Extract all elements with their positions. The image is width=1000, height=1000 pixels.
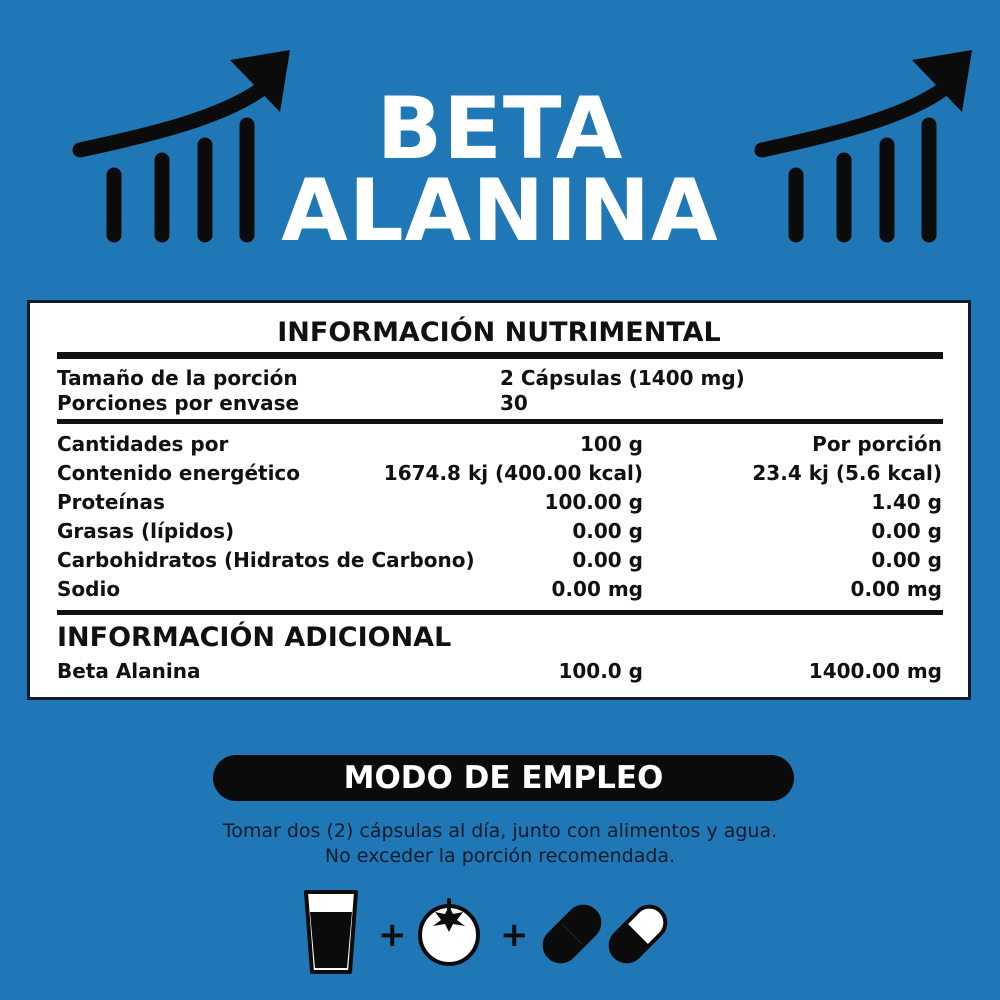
capsules-icon xyxy=(532,888,682,980)
row-per100: 0.00 g xyxy=(572,548,643,572)
additional-per-serving: 1400.00 mg xyxy=(808,659,942,683)
row-per-serving: 0.00 g xyxy=(871,548,942,572)
nutrition-panel xyxy=(27,300,971,700)
column-header-per-serving: Por porción xyxy=(812,432,942,456)
row-label: Grasas (lípidos) xyxy=(57,519,235,543)
additional-label: Beta Alanina xyxy=(57,659,201,683)
column-header-per100: 100 g xyxy=(579,432,643,456)
servings-per-container-value: 30 xyxy=(500,391,528,415)
row-per-serving: 1.40 g xyxy=(871,490,942,514)
usage-heading: MODO DE EMPLEO xyxy=(213,755,794,801)
row-per-serving: 23.4 kj (5.6 kcal) xyxy=(752,461,942,485)
row-label: Sodio xyxy=(57,577,121,601)
serving-size-value: 2 Cápsulas (1400 mg) xyxy=(500,366,745,390)
tomato-icon xyxy=(413,896,485,968)
usage-line-2: No exceder la porción recomendada. xyxy=(324,845,676,867)
row-per100: 1674.8 kj (400.00 kcal) xyxy=(383,461,643,485)
row-per100: 0.00 mg xyxy=(551,577,643,601)
row-per-serving: 0.00 g xyxy=(871,519,942,543)
row-per100: 0.00 g xyxy=(572,519,643,543)
title-line-1: BETA xyxy=(376,79,624,179)
growth-chart-arrow-icon xyxy=(70,40,300,245)
plus-sign: + xyxy=(378,915,407,955)
divider xyxy=(57,419,943,424)
growth-chart-arrow-icon xyxy=(752,40,982,245)
serving-size-label: Tamaño de la porción xyxy=(57,366,298,390)
divider-thick xyxy=(57,352,943,359)
row-label: Carbohidratos (Hidratos de Carbono) xyxy=(57,548,475,572)
servings-per-container-label: Porciones por envase xyxy=(57,391,300,415)
additional-per100: 100.0 g xyxy=(558,659,643,683)
additional-heading: INFORMACIÓN ADICIONAL xyxy=(57,622,452,653)
row-label: Contenido energético xyxy=(57,461,301,485)
usage-line-1: Tomar dos (2) cápsulas al día, junto con alimentos y agua. xyxy=(222,820,778,842)
column-header-label: Cantidades por xyxy=(57,432,229,456)
row-label: Proteínas xyxy=(57,490,165,514)
divider xyxy=(57,610,943,615)
plus-sign: + xyxy=(500,915,529,955)
title-line-2: ALANINA xyxy=(281,161,719,261)
glass-of-water-icon xyxy=(303,888,359,976)
row-per-serving: 0.00 mg xyxy=(850,577,942,601)
panel-heading: INFORMACIÓN NUTRIMENTAL xyxy=(277,317,721,348)
row-per100: 100.00 g xyxy=(544,490,643,514)
